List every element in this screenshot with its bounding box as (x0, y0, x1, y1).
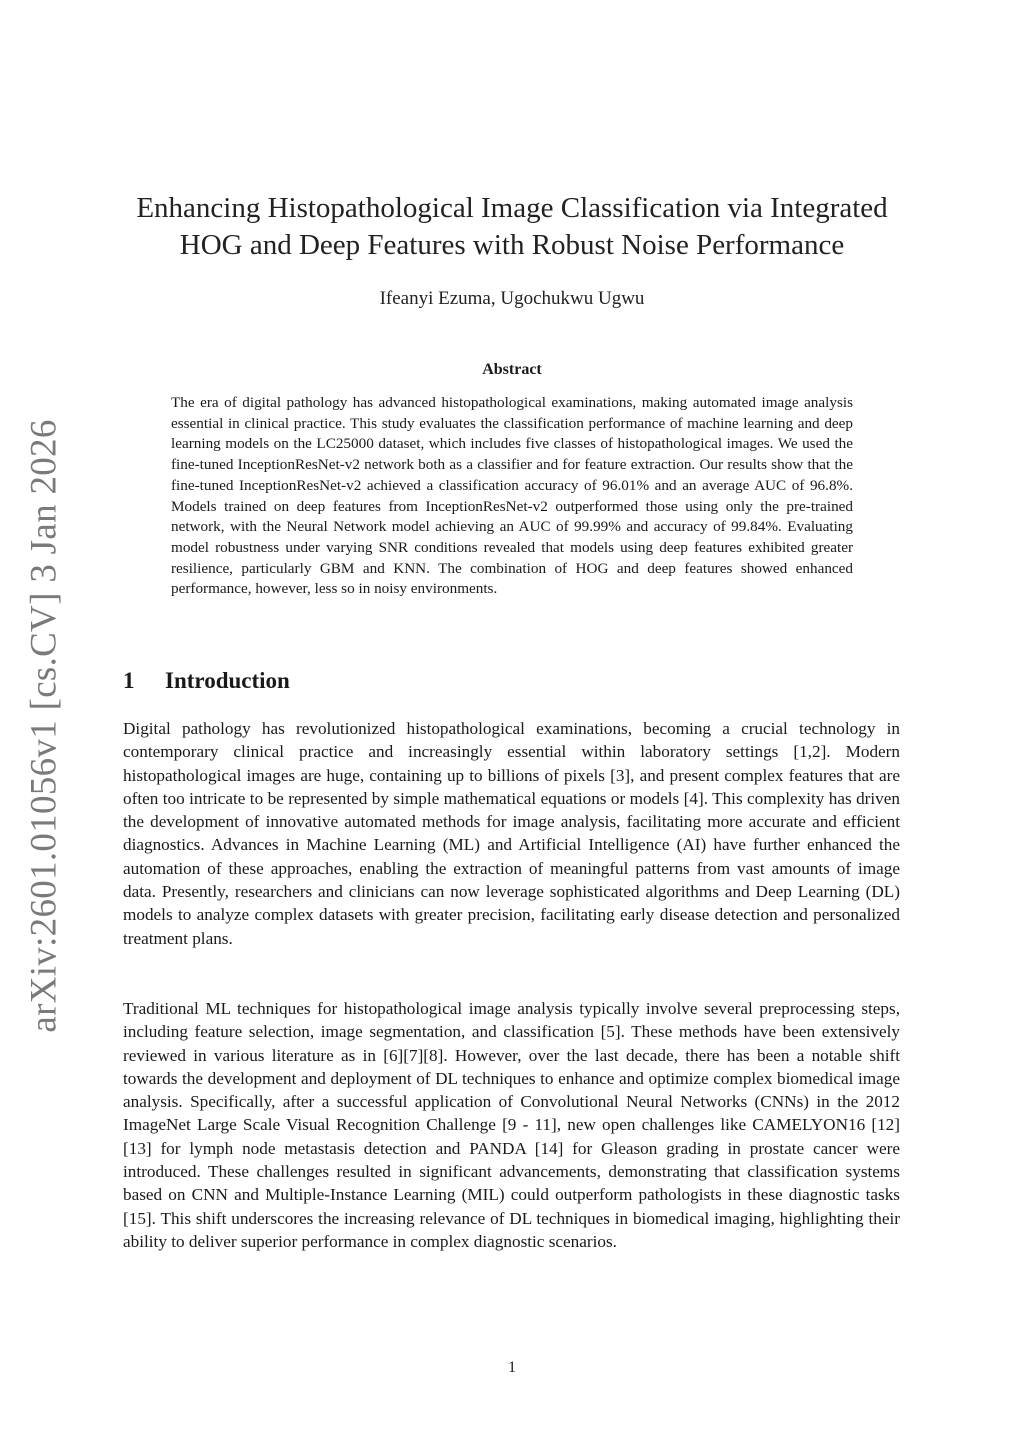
section-number: 1 (123, 668, 135, 693)
section-title: Introduction (165, 668, 290, 693)
abstract-heading: Abstract (482, 361, 542, 378)
arxiv-identifier-stamp: arXiv:2601.01056v1 [cs.CV] 3 Jan 2026 (23, 419, 65, 1033)
section-heading-introduction (123, 668, 290, 694)
body-paragraph: Digital pathology has revolutionized histopathological examinations, becoming a crucial technology in contemporary clinical practice and increasingly essential within laboratory settings [1,2]. Modern histopathological images are huge, containing up to billions of pixels [3], and present complex features that are often too intricate to be represented by simple mathematical equations or models [4]. This complexity has driven the development of innovative automated methods for image analysis, facilitating more accurate and efficient diagnostics. Advances in Machine Learning (ML) and Artificial Intelligence (AI) have further enhanced the automation of these approaches, enabling the extraction of meaningful patterns from vast amounts of image data. Presently, researchers and clinicians can now leverage sophisticated algorithms and Deep Learning (DL) models to analyze complex datasets with greater precision, facilitating early disease detection and personalized treatment plans. (123, 719, 900, 948)
page-number: 1 (508, 1359, 516, 1376)
paper-title: Enhancing Histopathological Image Classification via Integrated HOG and Deep Features with Robust Noise Performance (136, 192, 888, 261)
paper-authors: Ifeanyi Ezuma, Ugochukwu Ugwu (379, 288, 645, 309)
body-paragraph: Traditional ML techniques for histopathological image analysis typically involve several preprocessing steps, including feature selection, image segmentation, and classification [5]. These methods have been extensively reviewed in various literature as in [6][7][8]. However, over the last decade, there has been a notable shift towards the development and deployment of DL techniques to enhance and optimize complex biomedical image analysis. Specifically, after a successful application of Convolutional Neural Networks (CNNs) in the 2012 ImageNet Large Scale Visual Recognition Challenge [9 - 11], new open challenges like CAMELYON16 [12][13] for lymph node metastasis detection and PANDA [14] for Gleason grading in prostate cancer were introduced. These challenges resulted in significant advancements, demonstrating that classification systems based on CNN and Multiple-Instance Learning (MIL) could outperform pathologists in these diagnostic tasks [15]. This shift underscores the increasing relevance of DL techniques in biomedical imaging, highlighting their ability to deliver superior performance in complex diagnostic scenarios. (123, 999, 900, 1251)
abstract-text: The era of digital pathology has advanced histopathological examinations, making automated image analysis essential in clinical practice. This study evaluates the classification performance of machine learning and deep learning models on the LC25000 dataset, which includes five classes of histopathological images. We used the fine-tuned InceptionResNet-v2 network both as a classifier and for feature extraction. Our results show that the fine-tuned InceptionResNet-v2 achieved a classification accuracy of 96.01% and an average AUC of 96.8%. Models trained on deep features from InceptionResNet-v2 outperformed those using only the pre-trained network, with the Neural Network model achieving an AUC of 99.99% and accuracy of 99.84%. Evaluating model robustness under varying SNR conditions revealed that models using deep features exhibited greater resilience, particularly GBM and KNN. The combination of HOG and deep features showed enhanced performance, however, less so in noisy environments. (171, 394, 853, 598)
